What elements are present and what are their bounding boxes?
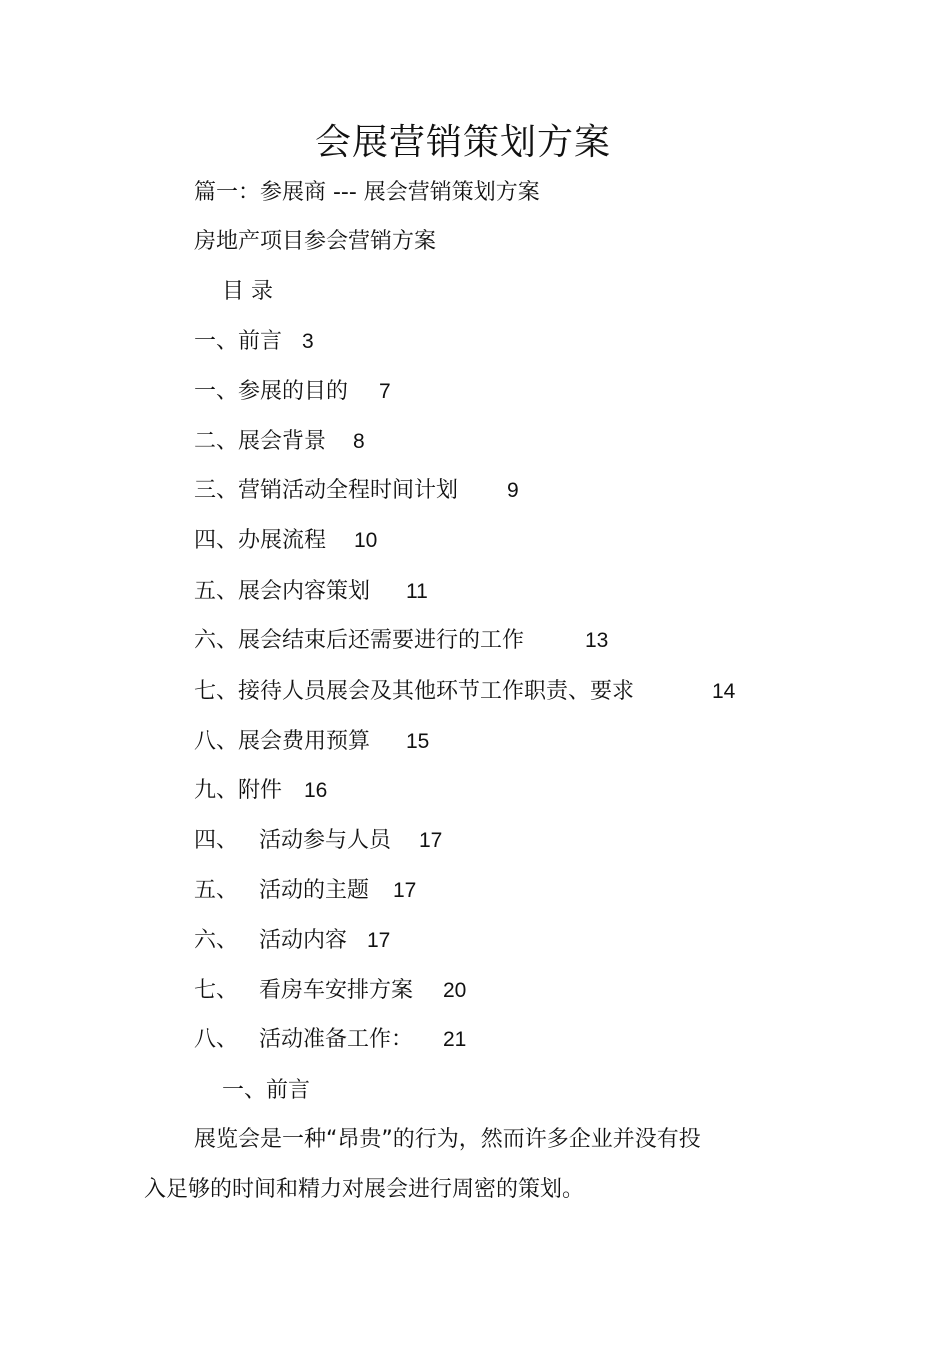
toc-entry-label: 四、 活动参与人员 (194, 828, 391, 853)
toc-entry-page-number: 17 (419, 829, 443, 852)
toc-entry-label: 八、 活动准备工作： (194, 1027, 413, 1052)
toc-entry-page-number: 7 (379, 380, 391, 403)
toc-entry-label: 八、展会费用预算 (194, 729, 371, 754)
section-heading: 一、前言 (222, 1078, 311, 1103)
toc-entry (194, 926, 391, 956)
toc-entry (194, 677, 736, 707)
toc-entry (194, 1025, 467, 1055)
toc-entry-page-number: 10 (354, 529, 378, 552)
toc-entry (194, 377, 391, 407)
toc-entry-page-number: 17 (367, 929, 391, 952)
toc-entry-page-number: 17 (393, 879, 417, 902)
toc-entry (194, 577, 428, 607)
paragraph-line: 入足够的时间和精力对展会进行周密的策划。 (144, 1177, 585, 1202)
project-line: 房地产项目参会营销方案 (194, 229, 437, 254)
toc-entry-label: 七、 看房车安排方案 (194, 978, 413, 1003)
toc-entry-page-number: 8 (353, 430, 365, 453)
toc-entry-label: 六、展会结束后还需要进行的工作 (194, 628, 525, 653)
toc-entry-page-number: 14 (712, 680, 736, 703)
toc-entry-label: 一、前言 (194, 329, 283, 354)
toc-heading: 目 录 (222, 279, 273, 304)
toc-entry (194, 476, 519, 506)
toc-entry-page-number: 16 (304, 779, 328, 802)
toc-entry-page-number: 20 (443, 979, 467, 1002)
toc-entry (194, 526, 378, 556)
toc-entry-page-number: 3 (302, 330, 314, 353)
toc-entry-page-number: 9 (507, 479, 519, 502)
toc-entry-label: 九、附件 (194, 778, 283, 803)
toc-entry (194, 327, 314, 357)
toc-entry-label: 五、 活动的主题 (194, 878, 369, 903)
toc-entry-label: 五、展会内容策划 (194, 579, 371, 604)
toc-entry (194, 776, 328, 806)
document-title: 会展营销策划方案 (314, 122, 611, 163)
toc-entry-page-number: 21 (443, 1028, 467, 1051)
paragraph-line: 展览会是一种“昂贵”的行为，然而许多企业并没有投 (194, 1127, 701, 1152)
toc-entry-page-number: 15 (406, 730, 430, 753)
toc-entry-page-number: 13 (585, 629, 609, 652)
toc-entry (194, 826, 443, 856)
toc-entry (194, 427, 365, 457)
toc-entry-label: 三、营销活动全程时间计划 (194, 478, 459, 503)
toc-entry (194, 727, 430, 757)
toc-entry (194, 626, 609, 656)
toc-entry (194, 876, 417, 906)
toc-entry-label: 六、 活动内容 (194, 928, 347, 953)
toc-entry-label: 二、展会背景 (194, 429, 327, 454)
toc-entry-page-number: 11 (406, 580, 428, 603)
toc-entry (194, 976, 467, 1006)
toc-entry-label: 七、接待人员展会及其他环节工作职责、要求 (194, 679, 635, 704)
toc-entry-label: 一、参展的目的 (194, 379, 349, 404)
toc-entry-label: 四、办展流程 (194, 528, 327, 553)
subtitle-line: 篇一：参展商 --- 展会营销策划方案 (194, 180, 540, 205)
